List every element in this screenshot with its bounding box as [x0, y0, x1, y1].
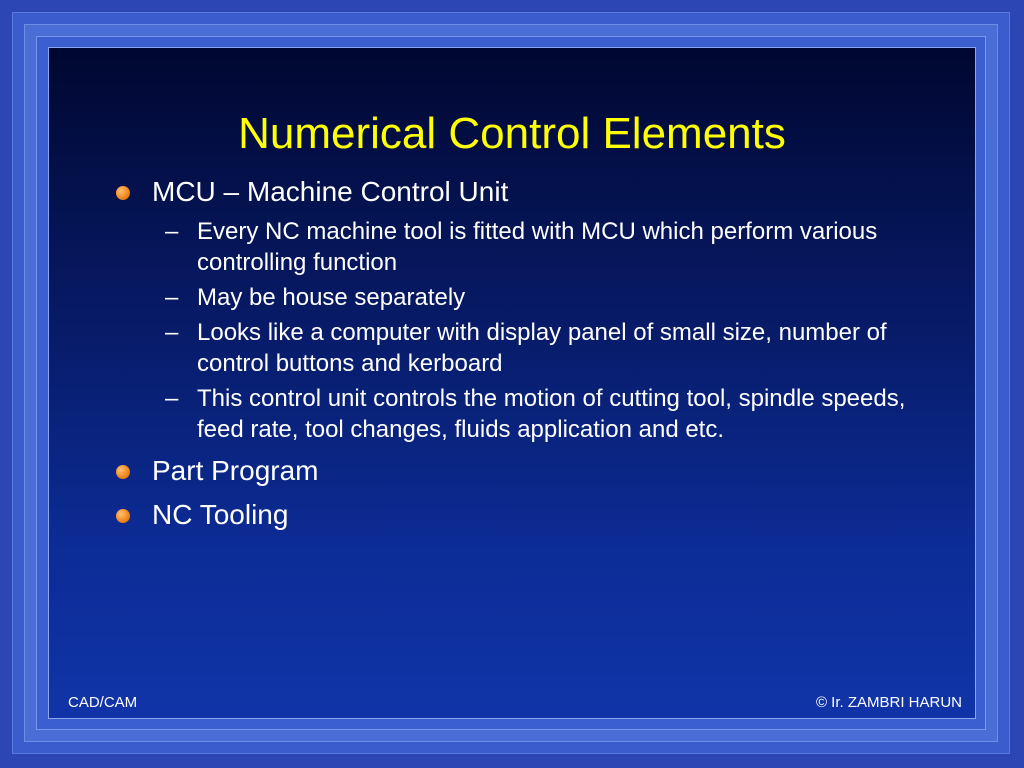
- sub-bullet-text: May be house separately: [197, 284, 466, 311]
- sub-bullet-text: Looks like a computer with display panel of small size, number of control buttons and kerboard: [197, 319, 887, 377]
- bullet-text: MCU – Machine Control Unit: [152, 176, 509, 207]
- bullet-text: NC Tooling: [152, 499, 289, 530]
- dash-icon: –: [165, 218, 179, 245]
- orange-bullet-icon: [116, 186, 130, 200]
- bullet-mcu: [110, 172, 930, 212]
- footer-course: CAD/CAM: [68, 694, 138, 711]
- sub-bullet-3: [110, 317, 930, 379]
- sub-bullet-4: [110, 383, 930, 445]
- footer-copyright: © Ir. ZAMBRI HARUN: [815, 694, 962, 711]
- dash-icon: –: [165, 385, 179, 412]
- sub-bullet-text: This control unit controls the motion of cutting tool, spindle speeds, feed rate, tool changes, fluids application and etc.: [197, 385, 906, 443]
- bullet-text: Part Program: [152, 455, 319, 486]
- bullet-nc-tooling: [110, 495, 930, 535]
- dash-icon: –: [165, 284, 179, 311]
- sub-bullet-text: Every NC machine tool is fitted with MCU which perform various controlling function: [197, 218, 878, 276]
- sub-bullet-2: [110, 282, 930, 313]
- sub-bullet-1: [110, 216, 930, 278]
- orange-bullet-icon: [116, 509, 130, 523]
- bullet-list: [110, 172, 930, 535]
- dash-icon: –: [165, 319, 179, 346]
- bullet-part-program: [110, 451, 930, 491]
- slide-title: Numerical Control Elements: [238, 109, 786, 158]
- orange-bullet-icon: [116, 465, 130, 479]
